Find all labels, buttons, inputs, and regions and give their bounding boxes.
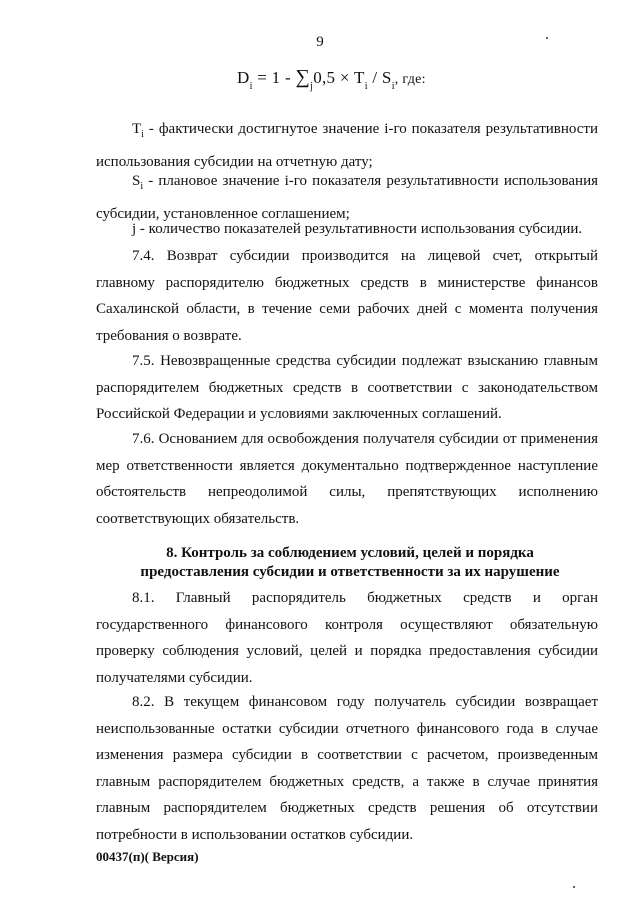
- def-sub: i: [140, 181, 144, 192]
- page-number: 9: [316, 34, 324, 50]
- formula-lhs: D: [237, 68, 250, 87]
- paragraph-7-4: 7.4. Возврат субсидии производится на лицевой счет, открытый главному распорядителю бюджетных средств в министерстве финансов Сахалинской области, в течение семи рабочих дней с момента получения требования о возврате.: [96, 248, 598, 344]
- footer-code: 00437(п)( Версия): [96, 849, 199, 864]
- def-text: - фактически достигнутое значение i-го показателя результативности использования субсидии на отчетную дату;: [96, 121, 598, 170]
- definition-t: [96, 116, 598, 175]
- def-symbol: j: [132, 221, 137, 237]
- t-sub: i: [364, 81, 368, 92]
- formula-lhs-sub: i: [249, 81, 253, 92]
- formula-term: 0,5 × T: [313, 68, 365, 87]
- scan-speck: [546, 37, 548, 39]
- formula-slash: / S: [367, 68, 392, 87]
- def-sub: i: [141, 129, 144, 140]
- section-8-heading: 8. Контроль за соблюдением условий, целей и порядка предоставления субсидии и ответственности за их нарушение: [140, 545, 560, 580]
- def-symbol: S: [132, 173, 141, 189]
- s-sub: i: [391, 81, 395, 92]
- formula-eq: = 1 -: [252, 68, 296, 87]
- formula: [237, 66, 426, 96]
- sum-sub: j: [310, 81, 314, 92]
- definition-j: [96, 216, 598, 243]
- formula-tail: , где:: [394, 72, 426, 87]
- scan-speck: [573, 886, 575, 888]
- paragraph-7-6: 7.6. Основанием для освобождения получателя субсидии от применения мер ответственности является документально подтвержденное наступление обстоятельств непреодолимой силы, препятствующих исполнению соответствующих обязательств.: [96, 431, 598, 527]
- def-symbol: T: [132, 121, 142, 137]
- paragraph-8-2: 8.2. В текущем финансовом году получатель субсидии возвращает неиспользованные остатки субсидии отчетного финансового года в случае изменения размера субсидии в соответствии с расчетом, произведенным главным распорядителем бюджетных средств, а также в случае принятия главным распорядителем бюджетных средств решения об отсутствии потребности в использовании остатков субсидии.: [96, 694, 598, 843]
- sum-symbol: ∑: [295, 66, 311, 88]
- def-text: - плановое значение i-го показателя результативности использования субсидии, установленное соглашением;: [96, 173, 598, 222]
- def-text: - количество показателей результативности использования субсидии.: [136, 221, 583, 237]
- paragraph-8-1: 8.1. Главный распорядитель бюджетных средств и орган государственного финансового контроля осуществляют обязательную проверку соблюдения условий, целей и порядка предоставления субсидии получателями субсидии.: [96, 590, 598, 686]
- paragraph-7-5: 7.5. Невозвращенные средства субсидии подлежат взысканию главным распорядителем бюджетных средств в соответствии с законодательством Российской Федерации и условиями заключенных соглашений.: [96, 353, 598, 422]
